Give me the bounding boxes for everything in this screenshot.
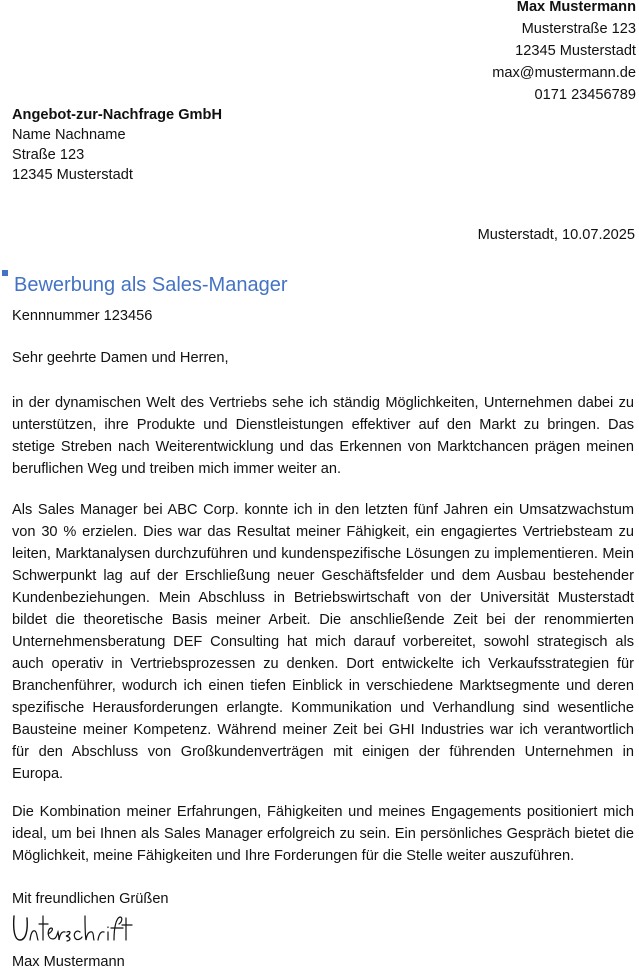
letter-date: Musterstadt, 10.07.2025 bbox=[477, 227, 635, 243]
signature-name: Max Mustermann bbox=[12, 954, 125, 970]
sender-street: Musterstraße 123 bbox=[521, 21, 636, 37]
recipient-city: 12345 Musterstadt bbox=[12, 167, 133, 183]
handwritten-signature bbox=[10, 910, 135, 948]
recipient-company: Angebot-zur-Nachfrage GmbH bbox=[12, 107, 222, 123]
sender-city: 12345 Musterstadt bbox=[515, 43, 636, 59]
sender-name: Max Mustermann bbox=[516, 0, 636, 15]
sender-email: max@mustermann.de bbox=[492, 65, 636, 81]
letter-subject: Bewerbung als Sales-Manager bbox=[14, 274, 288, 296]
salutation: Sehr geehrte Damen und Herren, bbox=[12, 350, 229, 366]
closing-phrase: Mit freundlichen Grüßen bbox=[12, 891, 169, 907]
subject-marker bbox=[2, 270, 8, 276]
body-paragraph-2: Als Sales Manager bei ABC Corp. konnte ich in den letzten fünf Jahren ein Umsatzwachstum von 30 % erzielen. Dies war das Resultat meiner Fähigkeit, ein engagiertes Vertriebsteam zu leiten, Marktanalysen durchzuführen und kundenspezifische Lösungen zu implementieren. Mein Schwerpunkt lag auf der Erschließung neuer Geschäftsfelder und dem Ausbau bestehender Kundenbeziehungen. Mein Abschluss in Betriebswirtschaft von der Universität Musterstadt bildet die theoretische Basis meiner Arbeit. Die anschließende Zeit bei der renommierten Unternehmensberatung DEF Consulting hat mich darauf vorbereitet, sowohl strategisch als auch operativ in Vertriebsprozessen zu denken. Dort entwickelte ich Verkaufsstrategien für Branchenführer, wodurch ich einen tiefen Einblick in verschiedene Marktsegmente und deren spezifische Herausforderungen erlangte. Kommunikation und Verhandlung sind wesentliche Bausteine meiner Kompetenz. Während meiner Zeit bei GHI Industries war ich verantwortlich für den Abschluss von Großkundenverträgen mit einigen der führenden Unternehmen in Europa. bbox=[12, 502, 634, 782]
recipient-street: Straße 123 bbox=[12, 147, 85, 163]
body-paragraph-3: Die Kombination meiner Erfahrungen, Fähigkeiten und meines Engagements positioniert mich ideal, um bei Ihnen als Sales Manager erfolgreich zu sein. Ein persönliches Gespräch bietet die Möglichkeit, meine Fähigkeiten und Ihre Forderungen für die Stelle weiter auszuführen. bbox=[12, 804, 634, 864]
body-paragraph-1: in der dynamischen Welt des Vertriebs sehe ich ständig Möglichkeiten, Unternehmen dabei zu unterstützen, ihre Produkte und Dienstleistungen effektiver auf den Markt zu bringen. Das stetige Streben nach Weiterentwicklung und das Erkennen von Marktchancen prägen meinen beruflichen Weg und treiben mich immer weiter an. bbox=[12, 395, 634, 477]
reference-number: Kennnummer 123456 bbox=[12, 308, 153, 324]
recipient-contact: Name Nachname bbox=[12, 127, 126, 143]
recipient-address bbox=[12, 105, 222, 185]
sender-phone: 0171 23456789 bbox=[534, 87, 636, 103]
sender-address bbox=[492, 0, 636, 106]
